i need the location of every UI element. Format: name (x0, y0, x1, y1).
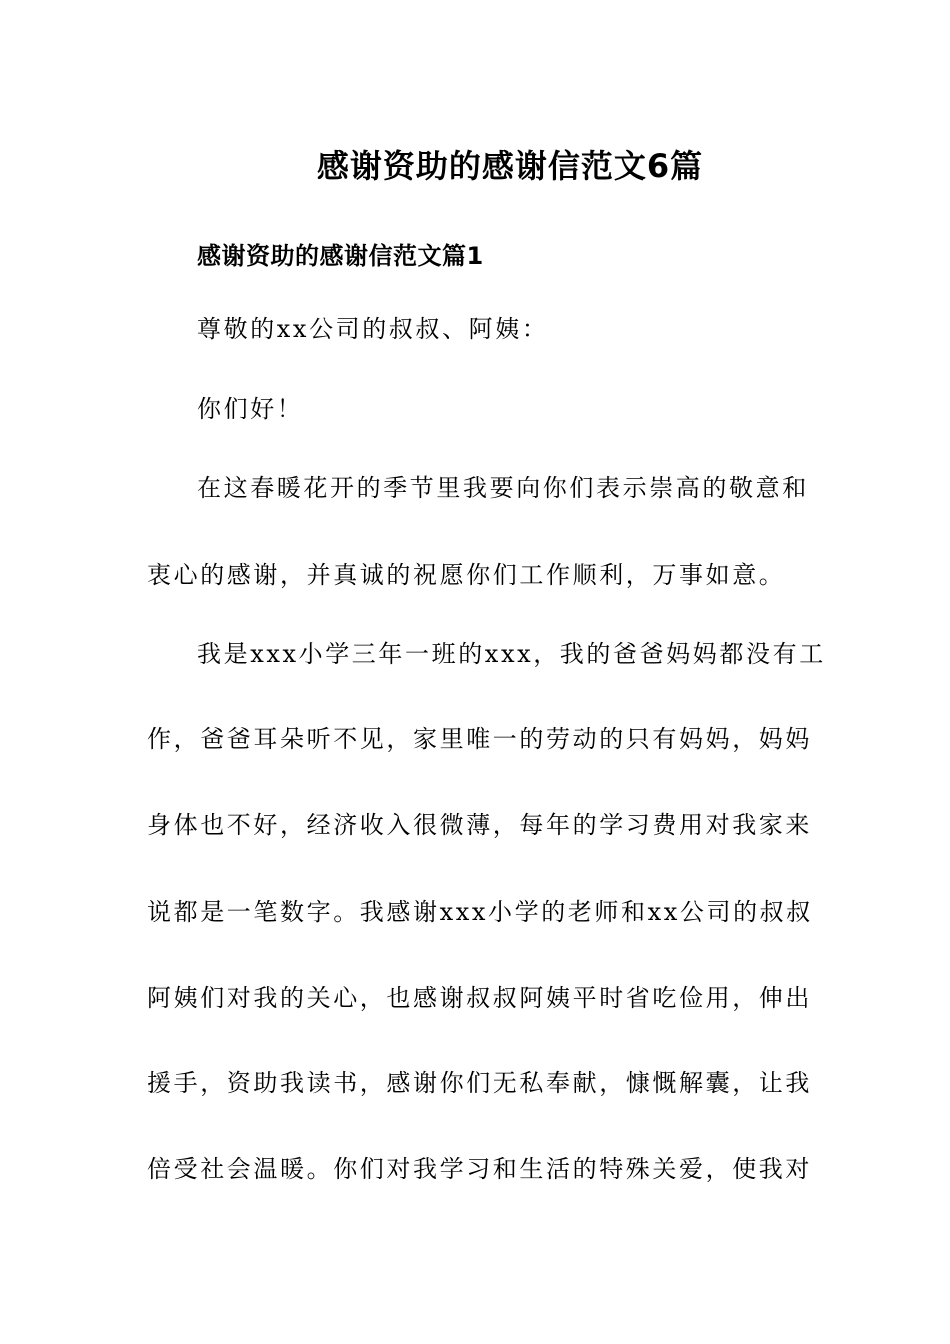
section-heading: 感谢资助的感谢信范文篇1 (197, 242, 484, 270)
paragraph-line: 倍受社会温暖。你们对我学习和生活的特殊关爱，使我对 (147, 1155, 812, 1183)
greeting: 你们好！ (197, 395, 304, 423)
paragraph-line: 在这春暖花开的季节里我要向你们表示崇高的敬意和 (197, 474, 809, 502)
paragraph-line: 身体也不好，经济收入很微薄，每年的学习费用对我家来 (147, 811, 812, 839)
paragraph-line: 我是xxx小学三年一班的xxx，我的爸爸妈妈都没有工 (197, 640, 826, 668)
document-title: 感谢资助的感谢信范文6篇 (316, 147, 704, 185)
paragraph-line: 说都是一笔数字。我感谢xxx小学的老师和xx公司的叔叔 (147, 898, 813, 926)
paragraph-line: 援手，资助我读书，感谢你们无私奉献，慷慨解囊，让我 (147, 1069, 812, 1097)
salutation: 尊敬的xx公司的叔叔、阿姨： (197, 315, 549, 343)
paragraph-line: 衷心的感谢，并真诚的祝愿你们工作顺利，万事如意。 (147, 561, 786, 589)
paragraph-line: 作，爸爸耳朵听不见，家里唯一的劳动的只有妈妈，妈妈 (147, 725, 812, 753)
paragraph-line: 阿姨们对我的关心，也感谢叔叔阿姨平时省吃俭用，伸出 (147, 984, 812, 1012)
